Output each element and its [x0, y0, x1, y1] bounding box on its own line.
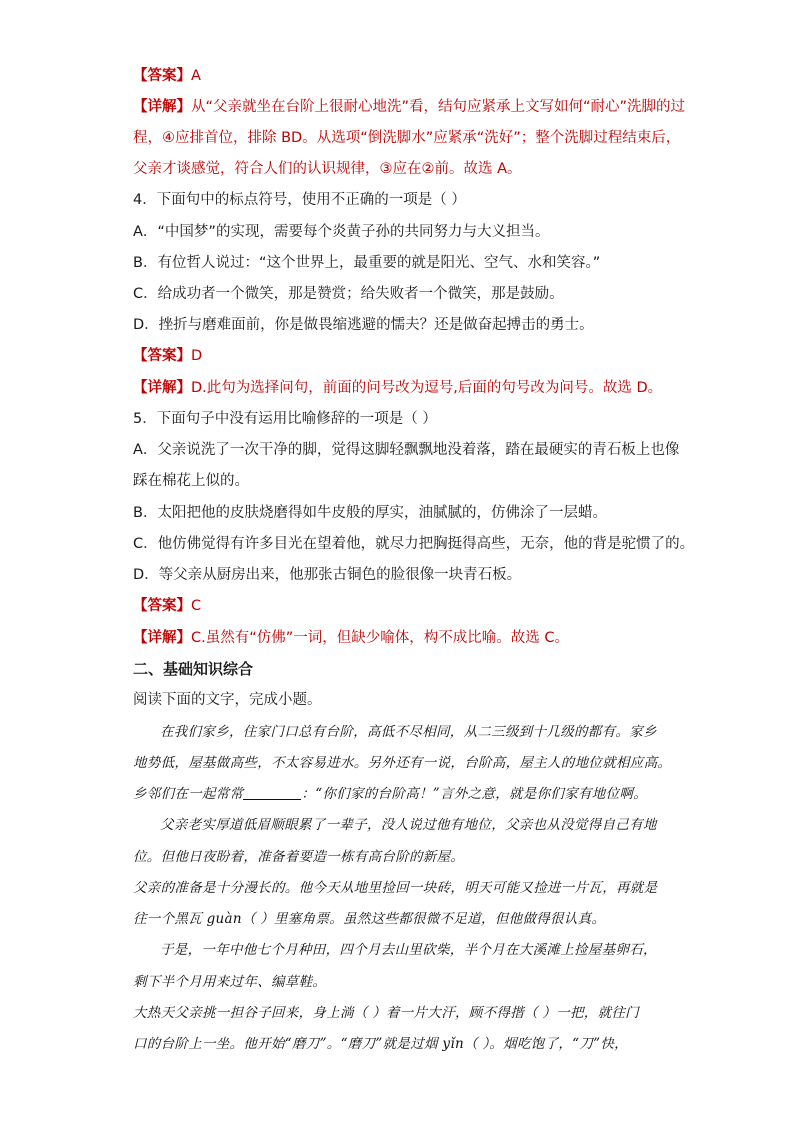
q5-answer-line — [133, 596, 673, 616]
q5-option-a-cont: 踩在棉花上似的。 — [133, 473, 249, 489]
section-instruction: 阅读下面的文字，完成小题。 — [133, 692, 322, 708]
passage-line: 剩下半个月用来过年、编草鞋。 — [133, 974, 327, 990]
q4-answer-line — [133, 346, 673, 366]
q5-option-d: D．等父亲从厨房出来，他那张古铜色的脸很像一块青石板。 — [133, 567, 522, 583]
q4-option-b: B．有位哲人说过：“这个世界上，最重要的就是阳光、空气、水和笑容。” — [133, 255, 601, 271]
q5-option-a: A．父亲说洗了一次干净的脚，觉得这脚轻飘飘地没着落，踏在最硬实的青石板上也像 — [133, 442, 680, 458]
passage-line-with-blank — [133, 784, 673, 804]
q5-detail-line — [133, 628, 673, 648]
q5-option-b: B．太阳把他的皮肤烧磨得如牛皮般的厚实，油腻腻的，仿佛涂了一层蜡。 — [133, 505, 607, 521]
answer-tag: 【答案】 — [133, 68, 191, 84]
passage-line: 口的台阶上一坐。他开始“磨刀”。“磨刀”就是过烟 yǐn（ ）。烟吃饱了，“刀”快， — [133, 1036, 628, 1052]
detail-tag: 【详解】 — [133, 630, 191, 646]
q5-stem: 5．下面句子中没有运用比喻修辞的一项是（ ） — [133, 411, 437, 427]
q4-stem: 4．下面句中的标点符号，使用不正确的一项是（ ） — [133, 192, 466, 208]
passage-line: 父亲老实厚道低眉顺眼累了一辈子，没人说过他有地位，父亲也从没觉得自己有地 — [160, 817, 657, 833]
passage-line: 位。但他日夜盼着，准备着要造一栋有高台阶的新屋。 — [133, 849, 465, 865]
answer-value: C — [191, 598, 202, 614]
passage-text: 乡邻们在一起常常 — [133, 786, 244, 802]
fill-blank[interactable] — [243, 785, 301, 800]
passage-line: 在我们家乡，住家门口总有台阶，高低不尽相同，从二三级到十几级的都有。家乡 — [160, 724, 657, 740]
passage-line: 往一个黑瓦 guàn（ ）里塞角票。虽然这些都很微不足道，但他做得很认真。 — [133, 911, 606, 927]
detail-text: 从“父亲就坐在台阶上很耐心地洗”看，结句应紧承上文写如何“耐心”洗脚的过 — [191, 99, 686, 115]
detail-text: 父亲才谈感觉，符合人们的认识规律，③应在②前。故选 A。 — [133, 161, 522, 177]
detail-text: C.虽然有“仿佛”一词，但缺少喻体，构不成比喻。故选 C。 — [191, 630, 569, 646]
q4-detail-line — [133, 378, 673, 398]
detail-text: 程，④应排首位，排除 BD。从选项“倒洗脚水”应紧承“洗好”；整个洗脚过程结束后， — [133, 130, 681, 146]
detail-tag: 【详解】 — [133, 380, 191, 396]
passage-text: ：“你们家的台阶高！”言外之意，就是你们家有地位啊。 — [301, 786, 648, 802]
answer-value: A — [191, 68, 201, 84]
q4-option-d: D．挫折与磨难面前，你是做畏缩逃避的懦夫？还是做奋起搏击的勇士。 — [133, 317, 594, 333]
passage-line: 地势低，屋基做高些，不太容易进水。另外还有一说，台阶高，屋主人的地位就相应高。 — [133, 755, 672, 771]
q3-answer-line — [133, 66, 673, 86]
answer-tag: 【答案】 — [133, 598, 191, 614]
passage-line: 父亲的准备是十分漫长的。他今天从地里捡回一块砖，明天可能又捡进一片瓦，再就是 — [133, 880, 658, 896]
passage-line: 于是，一年中他七个月种田，四个月去山里砍柴，半个月在大溪滩上捡屋基卵石， — [160, 942, 657, 958]
section-heading: 二、基础知识综合 — [133, 660, 254, 678]
detail-text: D.此句为选择问句，前面的问号改为逗号,后面的句号改为问号。故选 D。 — [191, 380, 663, 396]
answer-tag: 【答案】 — [133, 348, 191, 364]
q3-detail-line — [133, 97, 686, 117]
q4-option-c: C．给成功者一个微笑，那是赞赏；给失败者一个微笑，那是鼓励。 — [133, 286, 564, 302]
detail-tag: 【详解】 — [133, 99, 191, 115]
answer-value: D — [191, 348, 203, 364]
q4-option-a: A．“中国梦”的实现，需要每个炎黄子孙的共同努力与大义担当。 — [133, 224, 550, 240]
q5-option-c: C．他仿佛觉得有许多目光在望着他，就尽力把胸挺得高些，无奈，他的背是驼惯了的。 — [133, 536, 695, 552]
passage-line: 大热天父亲挑一担谷子回来，身上淌（ ）着一片大汗，顾不得揩（ ）一把，就往门 — [133, 1005, 639, 1021]
